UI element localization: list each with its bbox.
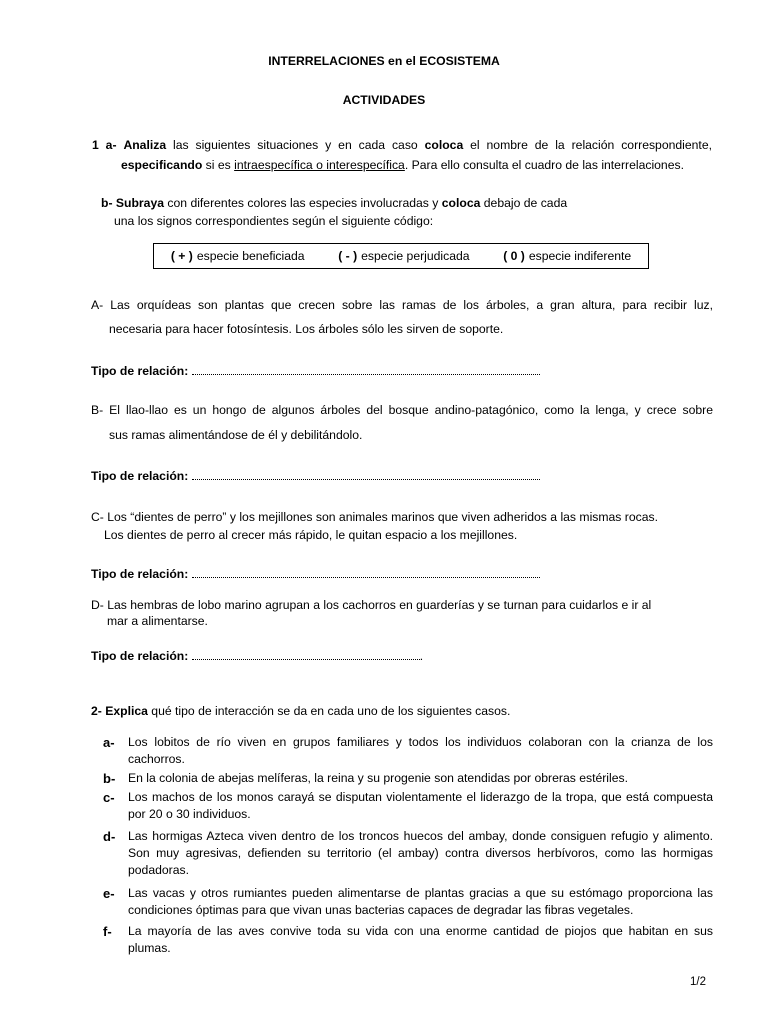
- q1a-line2: especificando si es intraespecífica o interespecífica. Para ello consulta el cuadro de las interrelaciones.: [121, 158, 684, 172]
- case-c-letter: c-: [103, 790, 115, 805]
- situation-d-line1: D- Las hembras de lobo marino agrupan a los cachorros en guarderías y se turnan para cuidarlos e ir al: [91, 598, 652, 612]
- q1a-line1: 1 a- Analiza las siguientes situaciones y en cada caso coloca el nombre de la relación correspondiente,: [92, 138, 712, 152]
- case-f-text: La mayoría de las aves convive toda su vida con una enorme cantidad de piojos que habitan en sus plumas.: [128, 924, 713, 955]
- situation-d-line2: mar a alimentarse.: [107, 614, 208, 628]
- q1b-line1: b- Subraya con diferentes colores las especies involucradas y coloca debajo de cada: [101, 196, 568, 210]
- case-d-letter: d-: [103, 829, 116, 844]
- legend-item-indiferente: ( 0 ) especie indiferente: [503, 248, 632, 263]
- tipo-relacion-a: Tipo de relación:: [91, 362, 540, 379]
- q2-label: 2-: [91, 704, 102, 718]
- answer-line-b[interactable]: [192, 467, 540, 480]
- q2-heading: 2- Explica qué tipo de interacción se da en cada uno de los siguientes casos.: [91, 704, 511, 718]
- case-b-text: En la colonia de abejas melíferas, la reina y su progenie son atendidas por obreras estériles.: [128, 771, 628, 785]
- case-a-text: Los lobitos de río viven en grupos familiares y todos los individuos colaboran con la crianza de los cachorros.: [128, 735, 713, 766]
- case-d-text: Las hormigas Azteca viven dentro de los troncos huecos del ambay, donde consiguen refugio y alimento. Son muy agresivas, defienden su territorio (el ambay) contra diversos herbívoros, como las hormigas podadoras.: [128, 829, 713, 877]
- case-f-letter: f-: [103, 924, 112, 939]
- situation-a-line2: necesaria para hacer fotosíntesis. Los árboles sólo les sirven de soporte.: [109, 322, 504, 336]
- answer-line-d[interactable]: [192, 647, 420, 660]
- document-subtitle: ACTIVIDADES: [342, 93, 426, 107]
- tipo-relacion-b: Tipo de relación:: [91, 467, 540, 484]
- case-e-letter: e-: [103, 886, 115, 901]
- tipo-relacion-d: Tipo de relación: .: [91, 649, 424, 663]
- case-c-text: Los machos de los monos carayá se disputan violentamente el liderazgo de la tropa, que está compuesta por 20 o 30 individuos.: [128, 790, 713, 821]
- code-legend-box: [153, 243, 649, 269]
- case-a-letter: a-: [103, 735, 115, 750]
- situation-c-line1: C- Los “dientes de perro” y los mejillones son animales marinos que viven adheridos a las mismas rocas.: [91, 510, 658, 524]
- case-e-text: Las vacas y otros rumiantes pueden alimentarse de plantas gracias a que su estómago proporciona las condiciones óptimas para que vivan unas bacterias capaces de degradar las fibras vegetales.: [128, 886, 713, 917]
- document-title: INTERRELACIONES en el ECOSISTEMA: [268, 54, 500, 68]
- q1b-label: b-: [101, 196, 113, 210]
- legend-item-perjudicada: ( - ) especie perjudicada: [338, 248, 470, 263]
- tipo-relacion-c: Tipo de relación:: [91, 565, 540, 582]
- situation-b-line1: B- El llao-llao es un hongo de algunos árboles del bosque andino-patagónico, como la lenga, y crece sobre: [91, 403, 713, 417]
- q1a-label: 1 a-: [92, 138, 117, 152]
- situation-a-line1: A- Las orquídeas son plantas que crecen sobre las ramas de los árboles, a gran altura, para recibir luz,: [91, 298, 713, 312]
- case-b-letter: b-: [103, 771, 116, 786]
- answer-line-c[interactable]: [192, 565, 540, 578]
- situation-b-line2: sus ramas alimentándose de él y debilitándolo.: [109, 428, 363, 442]
- situation-c-line2: Los dientes de perro al crecer más rápido, le quitan espacio a los mejillones.: [104, 528, 518, 542]
- q1b-line2: una los signos correspondientes según el siguiente código:: [114, 214, 434, 228]
- legend-item-beneficiada: ( + ) especie beneficiada: [170, 248, 305, 263]
- answer-line-a[interactable]: [192, 362, 540, 375]
- page-number: 1/2: [690, 976, 706, 988]
